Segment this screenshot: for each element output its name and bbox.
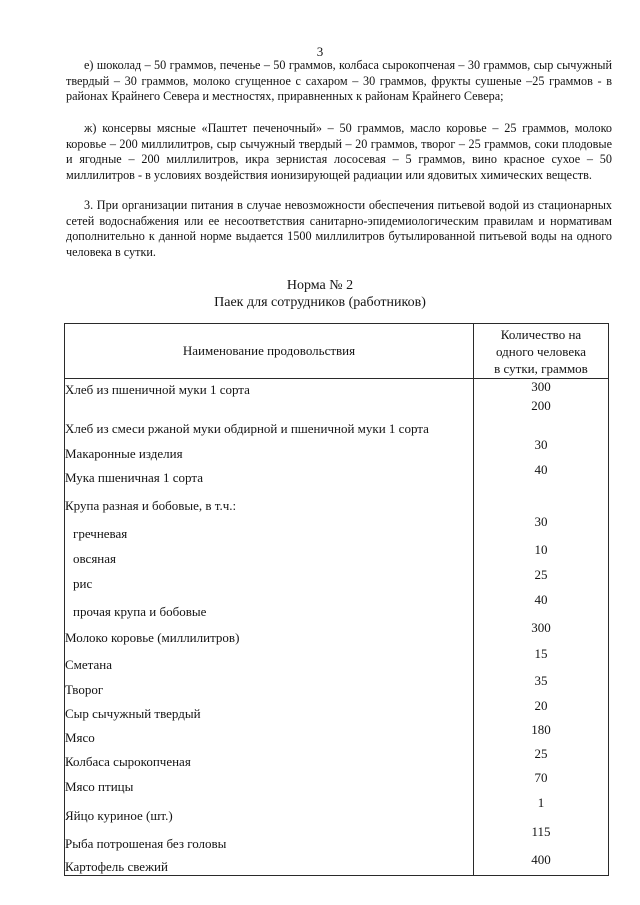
table-row [65,646,609,673]
food-quantity: 15 [474,646,609,673]
food-name: Сметана [65,646,474,673]
food-name: Рыба потрошеная без головы [65,824,474,852]
page-number: 3 [316,44,324,59]
paragraph-e: е) шоколад – 50 граммов, печенье – 50 граммов, колбаса сырокопченая – 30 граммов, сыр сычужный твердый – 30 граммов, молоко сгущенное с сахаром – 30 граммов, фрукты сушеные –25 граммов - в районах Крайнего Севера и местностях, приравненных к районам Крайнего Севера; [66,58,612,104]
table-row [65,486,609,514]
table-row [65,722,609,746]
food-quantity: 300 [474,379,609,398]
food-name: Хлеб из смеси ржаной муки обдирной и пшеничной муки 1 сорта [65,398,474,437]
paragraph-zh: ж) консервы мясные «Паштет печеночный» – 50 граммов, масло коровье – 25 граммов, молоко коровье – 200 миллилитров, сыр сычужный твердый – 20 граммов, творог – 25 граммов, соки плодовые и ягодные – 200 миллилитров, икра зернистая лососевая – 5 граммов, вино красное сухое – 50 миллилитров - в условиях воздействия ионизирующей радиации или ядовитых химических веществ. [66,121,612,182]
table-row [65,514,609,542]
food-name: рис [65,567,474,592]
food-quantity: 25 [474,567,609,592]
food-quantity: 35 [474,673,609,698]
food-quantity: 10 [474,542,609,567]
food-name: Макаронные изделия [65,437,474,462]
food-quantity: 115 [474,824,609,852]
food-name: Крупа разная и бобовые, в т.ч.: [65,486,474,514]
table-header-row [65,324,609,379]
table-row [65,852,609,876]
food-quantity: 300 [474,620,609,646]
food-name: Мясо птицы [65,770,474,795]
food-name: Мука пшеничная 1 сорта [65,462,474,486]
food-quantity: 1 [474,795,609,824]
food-quantity: 20 [474,698,609,722]
table-row [65,437,609,462]
food-quantity: 200 [474,398,609,437]
food-name: Колбаса сырокопченая [65,746,474,770]
food-quantity: 180 [474,722,609,746]
food-quantity [474,486,609,514]
table-row [65,592,609,620]
food-quantity: 40 [474,592,609,620]
food-name: Хлеб из пшеничной муки 1 сорта [65,379,474,398]
food-quantity: 40 [474,462,609,486]
table-row [65,567,609,592]
table-row [65,462,609,486]
food-quantity: 400 [474,852,609,876]
header-quantity-line-1: Количество на [500,326,582,342]
table-row [65,379,609,398]
table-row [65,398,609,437]
header-quantity-line-3: в сутки, граммов [494,360,588,376]
table-row [65,620,609,646]
table-row [65,746,609,770]
food-name: Картофель свежий [65,852,474,876]
food-name: Сыр сычужный твердый [65,698,474,722]
food-name: овсяная [65,542,474,567]
table-row [65,542,609,567]
table-row [65,698,609,722]
header-quantity [474,324,609,379]
food-quantity: 30 [474,514,609,542]
food-name: прочая крупа и бобовые [65,592,474,620]
table-row [65,673,609,698]
paragraph-3: 3. При организации питания в случае невозможности обеспечения питьевой водой из стационарных сетей водоснабжения или ее несоответствия санитарно-эпидемиологическим правилам и нормативам дополнительно к данной норме выдается 1500 миллилитров бутылированной питьевой воды на одного человека в сутки. [66,198,612,259]
table-row [65,824,609,852]
norm-title: Норма № 2 [286,278,354,293]
header-food-name: Наименование продовольствия [65,324,474,379]
norm-subtitle: Паек для сотрудников (работников) [214,295,426,310]
ration-table [64,323,609,876]
header-quantity-line-2: одного человека [496,343,586,359]
food-name: гречневая [65,514,474,542]
food-name: Мясо [65,722,474,746]
table-row [65,770,609,795]
food-quantity: 30 [474,437,609,462]
food-name: Молоко коровье (миллилитров) [65,620,474,646]
food-quantity: 25 [474,746,609,770]
food-quantity: 70 [474,770,609,795]
food-name: Яйцо куриное (шт.) [65,795,474,824]
table-row [65,795,609,824]
food-name: Творог [65,673,474,698]
